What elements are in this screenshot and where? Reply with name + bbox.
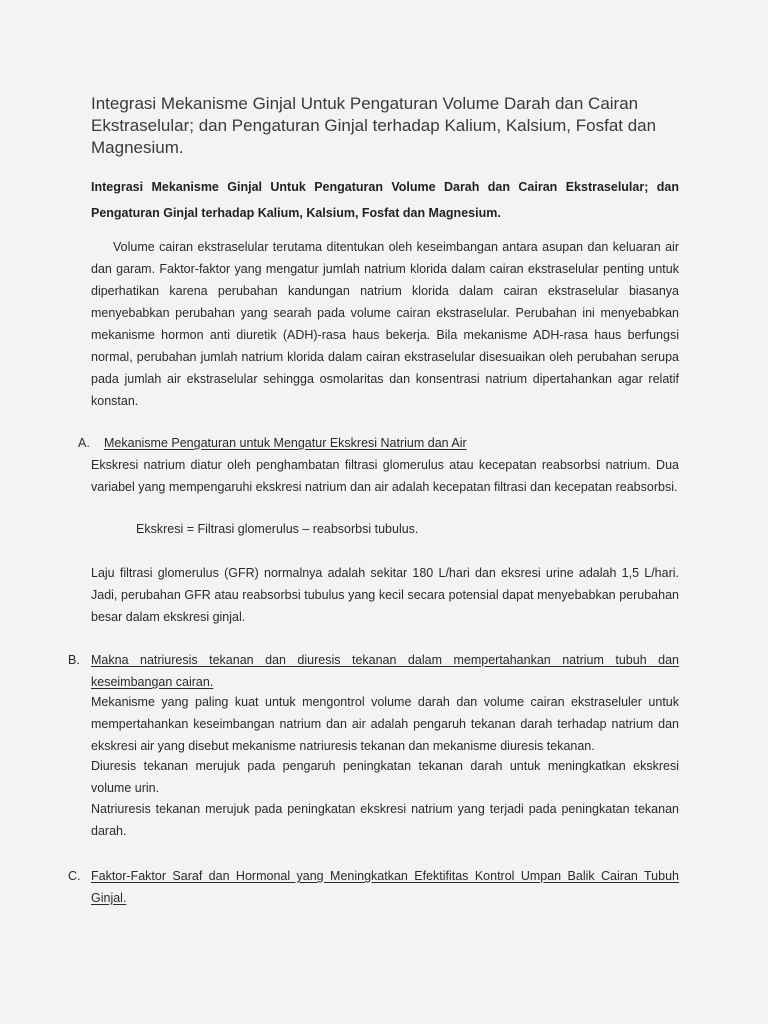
section-b-paragraph-3: Natriuresis tekanan merujuk pada peningkatan ekskresi natrium yang terjadi pada peningkatan tekanan darah. — [91, 802, 679, 838]
section-a-paragraph-2: Laju filtrasi glomerulus (GFR) normalnya adalah sekitar 180 L/hari dan eksresi urine adalah 1,5 L/hari. Jadi, perubahan GFR atau reabsorbsi tubulus yang kecil secara potensial dapat menyebabkan perubahan besar dalam ekskresi ginjal. — [91, 566, 679, 624]
section-a-letter: A. — [78, 436, 90, 450]
section-b-title: Makna natriuresis tekanan dan diuresis tekanan dalam mempertahankan natrium tubuh dan keseimbangan cairan. — [91, 653, 679, 689]
section-b-letter: B. — [68, 653, 80, 667]
section-a-paragraph-1: Ekskresi natrium diatur oleh penghambatan filtrasi glomerulus atau kecepatan reabsorbsi natrium. Dua variabel yang mempengaruhi ekskresi natrium dan air adalah kecepatan filtrasi dan kecepatan reabsorbsi. — [91, 458, 679, 494]
intro-paragraph: Volume cairan ekstraselular terutama ditentukan oleh keseimbangan antara asupan dan keluaran air dan garam. Faktor-faktor yang mengatur jumlah natrium klorida dalam cairan ekstraselular penting untuk diperhatikan karena perubahan kandungan natrium klorida dalam cairan ekstraselular biasanya menyebabkan perubahan yang searah pada volume cairan ekstraselular. Perubahan ini menyebabkan mekanisme hormon anti diuretik (ADH)-rasa haus bekerja. Bila mekanisme ADH-rasa haus berfungsi normal, perubahan jumlah natrium klorida dalam cairan ekstraselular disesuaikan oleh perubahan serupa pada jumlah air ekstraselular sehingga osmolaritas dan konsentrasi natrium dipertahankan agar relatif konstan. — [91, 240, 679, 408]
section-a-formula: Ekskresi = Filtrasi glomerulus – reabsorbsi tubulus. — [136, 522, 419, 536]
section-a-title: Mekanisme Pengaturan untuk Mengatur Ekskresi Natrium dan Air — [104, 436, 467, 450]
section-c-letter: C. — [68, 869, 81, 883]
section-b-paragraph-1: Mekanisme yang paling kuat untuk mengontrol volume darah dan volume cairan ekstraseluler untuk mempertahankan keseimbangan natrium dan air adalah pengaruh tekanan darah terhadap natrium dan ekskresi air yang disebut mekanisme natriuresis tekanan dan mekanisme diuresis tekanan. — [91, 695, 679, 753]
section-b-paragraph-2: Diuresis tekanan merujuk pada pengaruh peningkatan tekanan darah untuk meningkatkan ekskresi volume urin. — [91, 759, 679, 795]
bold-heading: Integrasi Mekanisme Ginjal Untuk Pengaturan Volume Darah dan Cairan Ekstraselular; dan Pengaturan Ginjal terhadap Kalium, Kalsium, Fosfat dan Magnesium. — [91, 180, 679, 220]
document-title: Integrasi Mekanisme Ginjal Untuk Pengaturan Volume Darah dan Cairan Ekstraselular; dan Pengaturan Ginjal terhadap Kalium, Kalsium, Fosfat dan Magnesium. — [91, 94, 657, 157]
section-c-title: Faktor-Faktor Saraf dan Hormonal yang Meningkatkan Efektifitas Kontrol Umpan Balik Cairan Tubuh Ginjal. — [91, 869, 679, 905]
